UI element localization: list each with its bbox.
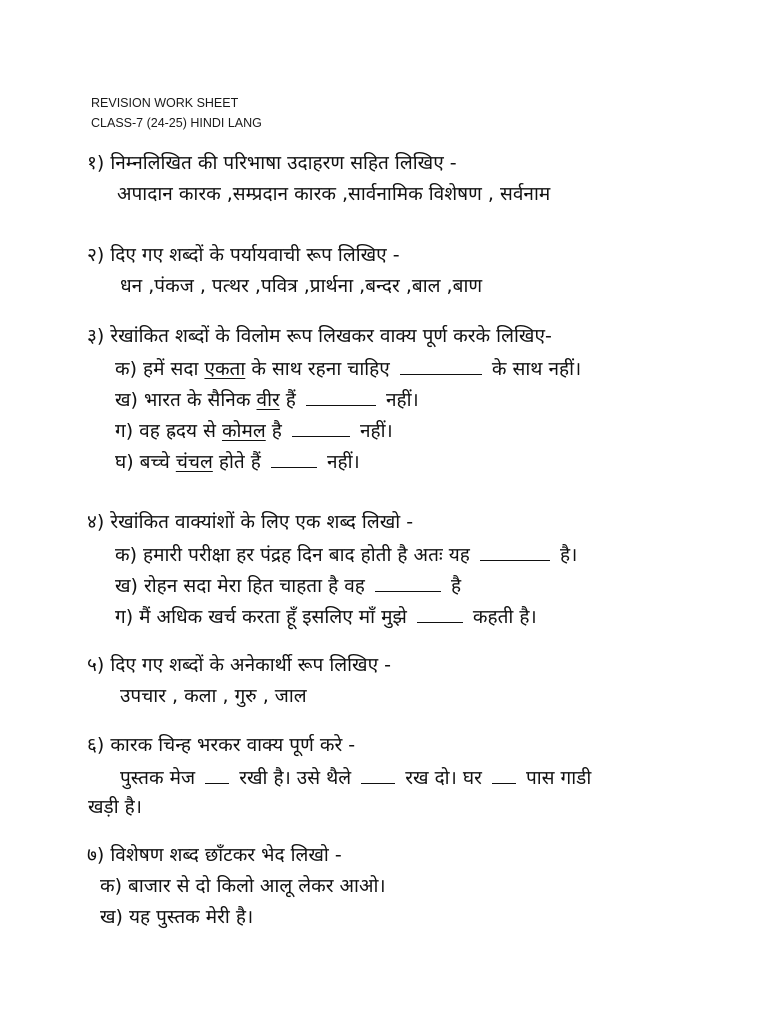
- q4-item-c: [115, 600, 537, 632]
- answer-blank: [417, 600, 463, 623]
- q4-c-text: ग) मैं अधिक खर्च करता हूँ इसलिए माँ मुझे: [115, 606, 407, 628]
- q3-a-end: के साथ नहीं।: [491, 358, 582, 380]
- q4-b-text: ख) रोहन सदा मेरा हित चाहता है वह: [115, 575, 365, 597]
- q6-title: ६) कारक चिन्ह भरकर वाक्य पूर्ण करे -: [87, 734, 356, 756]
- q4-a-end: है।: [559, 544, 578, 566]
- q2-words: धन ,पंकज , पत्थर ,पवित्र ,प्रार्थना ,बन्दर ,बाल ,बाण: [120, 275, 483, 297]
- q3-item-c: [115, 414, 393, 446]
- q3-b-mid: हैं: [279, 389, 296, 411]
- q3-b-underlined: वीर: [256, 389, 280, 411]
- q3-d-text: घ) बच्चे: [115, 451, 176, 473]
- q7-title: ७) विशेषण शब्द छाँटकर भेद लिखो -: [87, 844, 342, 866]
- q6-part-1: पुस्तक मेज: [120, 767, 196, 789]
- q3-d-underlined: चंचल: [175, 451, 213, 473]
- answer-blank: [480, 538, 550, 561]
- answer-blank: [205, 761, 229, 784]
- q3-title: ३) रेखांकित शब्दों के विलोम रूप लिखकर वाक्य पूर्ण करके लिखिए-: [87, 325, 552, 347]
- q3-c-mid: है: [265, 420, 282, 442]
- q3-item-b: [115, 383, 419, 415]
- answer-blank: [361, 761, 395, 784]
- q4-b-end: है: [450, 575, 462, 597]
- q6-sentence: [120, 761, 591, 793]
- q3-a-text: क) हमें सदा: [115, 358, 205, 380]
- q4-c-end: कहती है।: [472, 606, 537, 628]
- q4-item-b: [115, 569, 461, 601]
- q1-terms: अपादान कारक ,सम्प्रदान कारक ,सार्वनामिक विशेषण , सर्वनाम: [117, 183, 551, 205]
- class-info: CLASS-7 (24-25) HINDI LANG: [91, 116, 262, 130]
- q6-part-4: पास गाडी: [525, 767, 592, 789]
- q3-item-a: [115, 352, 581, 384]
- q3-c-end: नहीं।: [359, 420, 393, 442]
- q6-part-2: रखी है। उसे थैले: [239, 767, 352, 789]
- q7-item-a: क) बाजार से दो किलो आलू लेकर आओ।: [100, 875, 386, 897]
- q4-item-a: [115, 538, 577, 570]
- q3-a-mid: के साथ रहना चाहिए: [245, 358, 390, 380]
- q6-part-3: रख दो। घर: [405, 767, 482, 789]
- q3-a-underlined: एकता: [204, 358, 246, 380]
- answer-blank: [375, 569, 441, 592]
- q4-a-text: क) हमारी परीक्षा हर पंद्रह दिन बाद होती है अतः यह: [115, 544, 470, 566]
- q1-title: १) निम्नलिखित की परिभाषा उदाहरण सहित लिखिए -: [87, 152, 457, 174]
- q3-b-end: नहीं।: [386, 389, 419, 411]
- answer-blank: [306, 383, 376, 406]
- answer-blank: [271, 445, 317, 468]
- q3-d-mid: होते हैं: [212, 451, 261, 473]
- q3-b-text: ख) भारत के सैनिक: [115, 389, 257, 411]
- q7-item-b: ख) यह पुस्तक मेरी है।: [100, 906, 254, 928]
- q3-c-underlined: कोमल: [221, 420, 266, 442]
- worksheet-header: [91, 93, 262, 133]
- q3-item-d: [115, 445, 360, 477]
- worksheet-title: REVISION WORK SHEET: [91, 96, 239, 110]
- q4-title: ४) रेखांकित वाक्यांशों के लिए एक शब्द लिखो -: [87, 511, 414, 533]
- q3-d-end: नहीं।: [326, 451, 360, 473]
- q5-words: उपचार , कला , गुरु , जाल: [120, 685, 307, 707]
- answer-blank: [492, 761, 516, 784]
- answer-blank: [400, 352, 482, 375]
- q3-c-text: ग) वह ह्रदय से: [115, 420, 222, 442]
- q2-title: २) दिए गए शब्दों के पर्यायवाची रूप लिखिए -: [87, 244, 400, 266]
- answer-blank: [292, 414, 350, 437]
- q6-sentence-end: खड़ी है।: [88, 796, 142, 818]
- q5-title: ५) दिए गए शब्दों के अनेकार्थी रूप लिखिए -: [87, 654, 391, 676]
